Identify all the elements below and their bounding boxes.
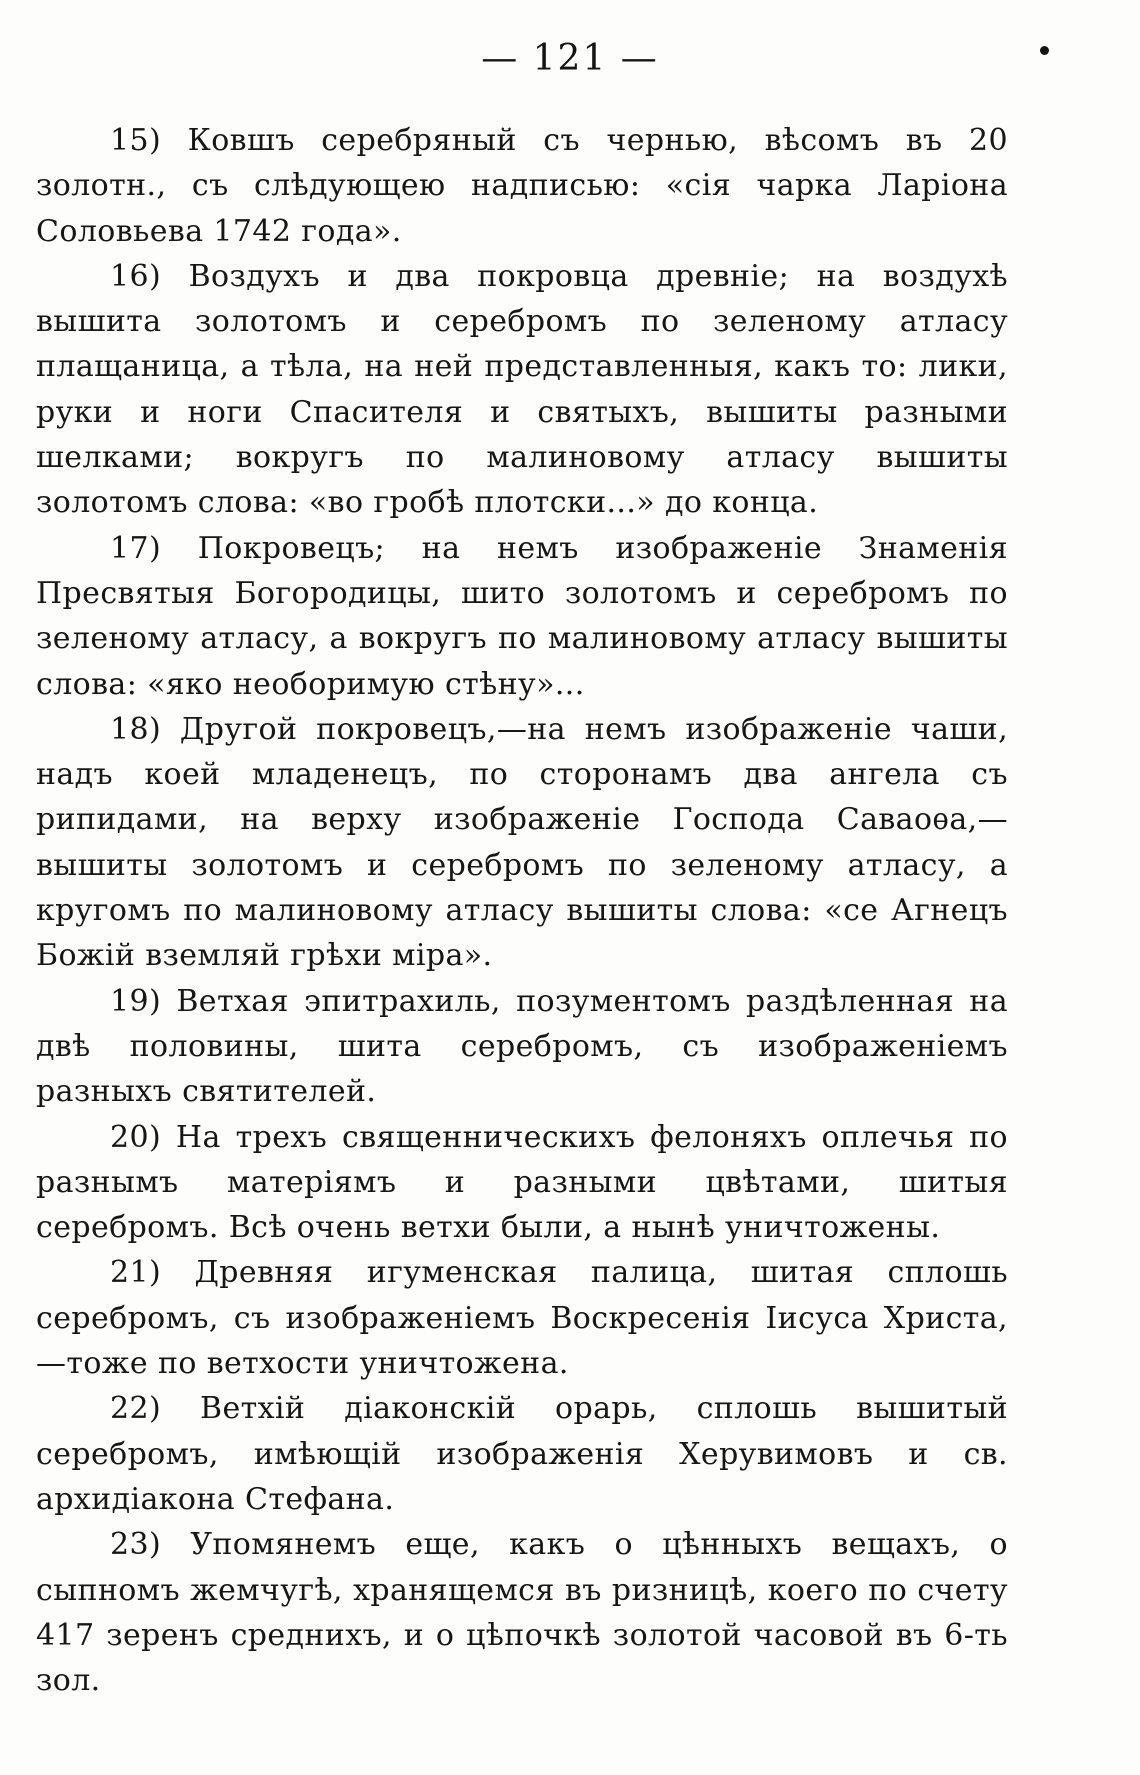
paragraph-15: 15) Ковшъ серебряный съ чернью, вѣсомъ въ 20 золотн., съ слѣдующею надписью: «сія чарка Ларіона Соловьева 1742 года». [36, 123, 1008, 249]
paragraph-23: 23) Упомянемъ еще, какъ о цѣнныхъ вещахъ, о сыпномъ жемчугѣ, хранящемся въ ризницѣ, коего по счету 417 зеренъ среднихъ, и о цѣпочкѣ золотой часовой въ 6-ть зол. [36, 1527, 1008, 1699]
page-number: — 121 — [481, 38, 659, 79]
paragraph-22: 22) Ветхій діаконскій орарь, сплошь вышитый серебромъ, имѣющій изображенія Херувимовъ и св. архидіакона Стефана. [36, 1391, 1008, 1517]
ink-dot-mark [1040, 46, 1049, 55]
body-text [36, 118, 1008, 1703]
paragraph-20: 20) На трехъ священническихъ фелоняхъ оплечья по разнымъ матеріямъ и разными цвѣтами, шитыя серебромъ. Всѣ очень ветхи были, а нынѣ уничтожены. [36, 1119, 1008, 1246]
paragraph-17: 17) Покровецъ; на немъ изображеніе Знаменія Пресвятыя Богородицы, шито золотомъ и серебромъ по зеленому атласу, а вокругъ по малиновому атласу вышиты слова: «яко необоримую стѣну»... [36, 530, 1008, 702]
paragraph-21: 21) Древняя игуменская палица, шитая сплошь серебромъ, съ изображеніемъ Воскресенія Іисуса Христа,—тоже по ветхости уничтожена. [36, 1255, 1008, 1382]
paragraph-18: 18) Другой покровецъ,—на немъ изображеніе чаши, надъ коей младенецъ, по сторонамъ два ангела съ рипидами, на верху изображеніе Господа Саваоѳа,—вышиты золотомъ и серебромъ по зеленому атласу, а кругомъ по малиновому атласу вышиты слова: «се Агнецъ Божій вземляй грѣхи міра». [36, 711, 1008, 974]
paragraph-16: 16) Воздухъ и два покровца древніе; на воздухѣ вышита золотомъ и серебромъ по зеленому атласу плащаница, а тѣла, на ней представленныя, какъ то: лики, руки и ноги Спасителя и святыхъ, вышиты разными шелками; вокругъ по малиновому атласу вышиты золотомъ слова: «во гробѣ плотски...» до конца. [36, 258, 1008, 521]
paragraph-19: 19) Ветхая эпитрахиль, позументомъ раздѣленная на двѣ половины, шита серебромъ, съ изображеніемъ разныхъ святителей. [36, 983, 1008, 1110]
